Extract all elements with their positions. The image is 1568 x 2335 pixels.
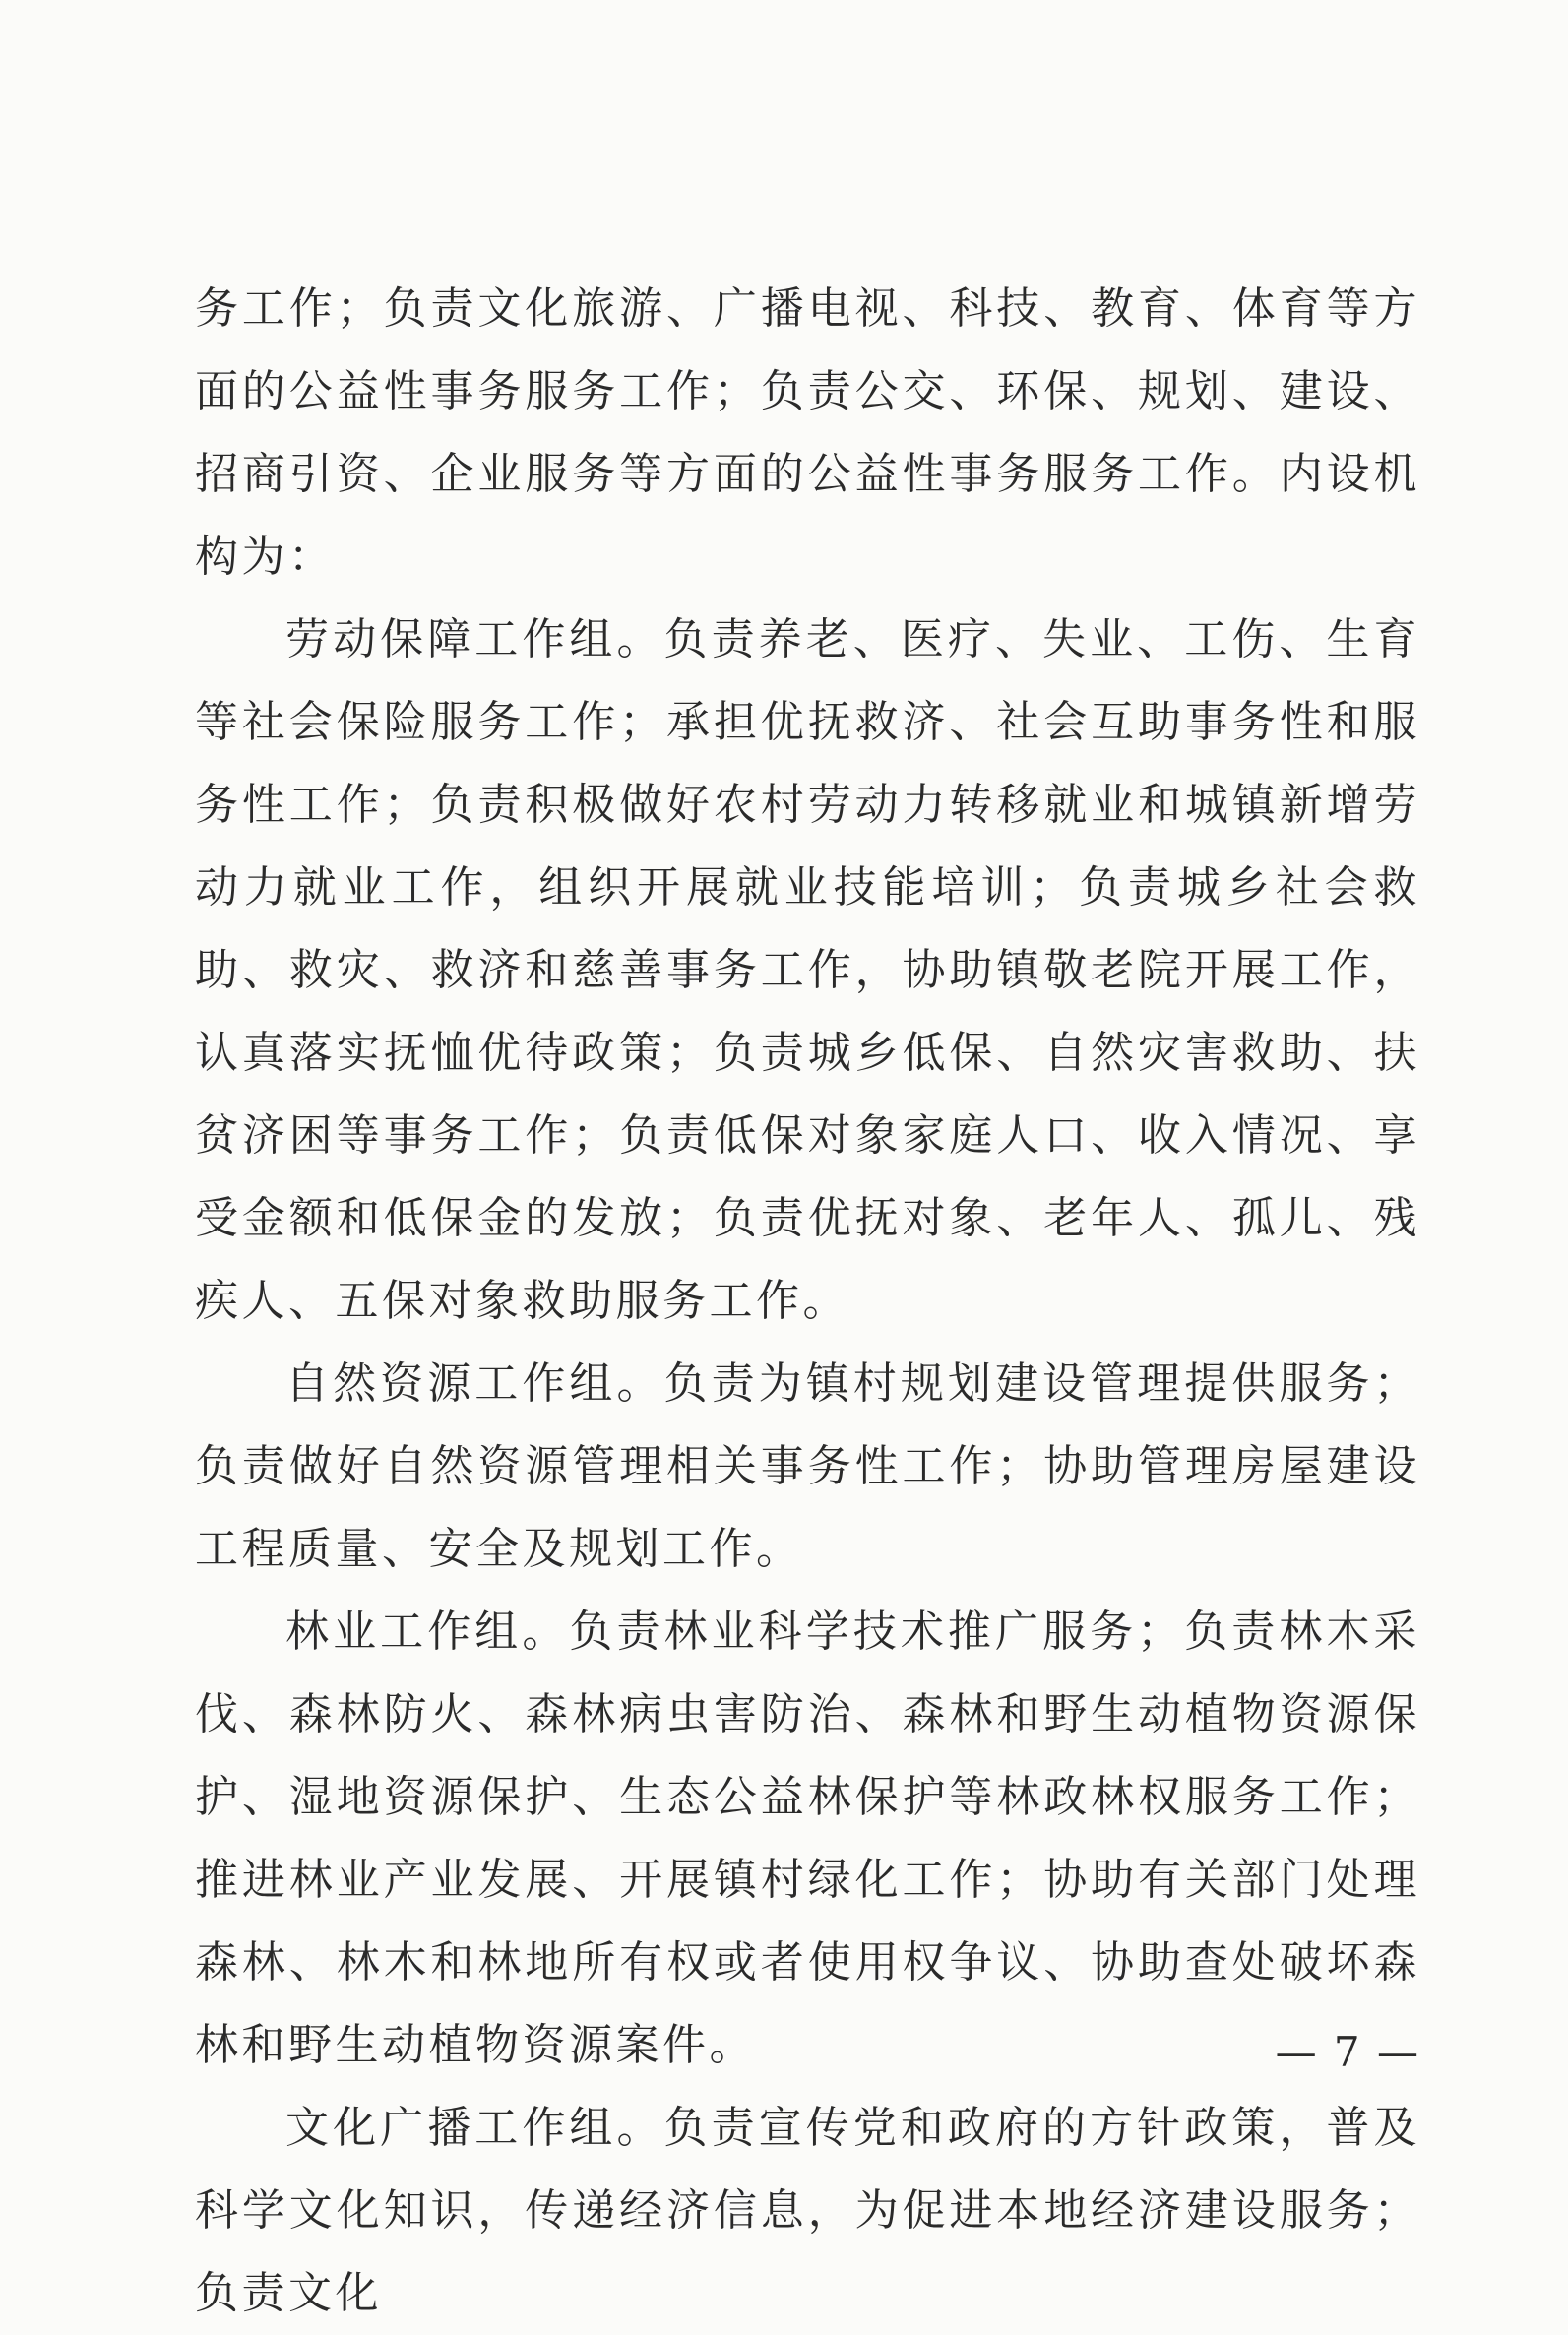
paragraph-culture-broadcast: 文化广播工作组。负责宣传党和政府的方针政策，普及科学文化知识，传递经济信息，为促进本地经济建设服务；负责文化 [195, 2103, 1420, 2318]
paragraph-forestry: 林业工作组。负责林业科学技术推广服务；负责林木采伐、森林防火、森林病虫害防治、森林和野生动植物资源保护、湿地资源保护、生态公益林保护等林政林权服务工作；推进林业产业发展、开展镇村绿化工作；协助有关部门处理森林、林木和林地所有权或者使用权争议、协助查处破坏森林和野生动植物资源案件。 [195, 1607, 1420, 2070]
paragraph-continuation: 务工作；负责文化旅游、广播电视、科技、教育、体育等方面的公益性事务服务工作；负责公交、环保、规划、建设、招商引资、企业服务等方面的公益性事务服务工作。内设机构为： [195, 284, 1420, 582]
paragraph-natural-resources: 自然资源工作组。负责为镇村规划建设管理提供服务；负责做好自然资源管理相关事务性工作；协助管理房屋建设工程质量、安全及规划工作。 [195, 1358, 1420, 1574]
paragraph-labor-security: 劳动保障工作组。负责养老、医疗、失业、工伤、生育等社会保险服务工作；承担优抚救济、社会互助事务性和服务性工作；负责积极做好农村劳动力转移就业和城镇新增劳动力就业工作，组织开展就业技能培训；负责城乡社会救助、救灾、救济和慈善事务工作，协助镇敬老院开展工作，认真落实抚恤优待政策；负责城乡低保、自然灾害救助、扶贫济困等事务工作；负责低保对象家庭人口、收入情况、享受金额和低保金的发放；负责优抚对象、老年人、孤儿、残疾人、五保对象救助服务工作。 [195, 614, 1420, 1326]
document-body [195, 268, 1420, 2335]
page-number: — 7 — [1275, 2028, 1420, 2076]
